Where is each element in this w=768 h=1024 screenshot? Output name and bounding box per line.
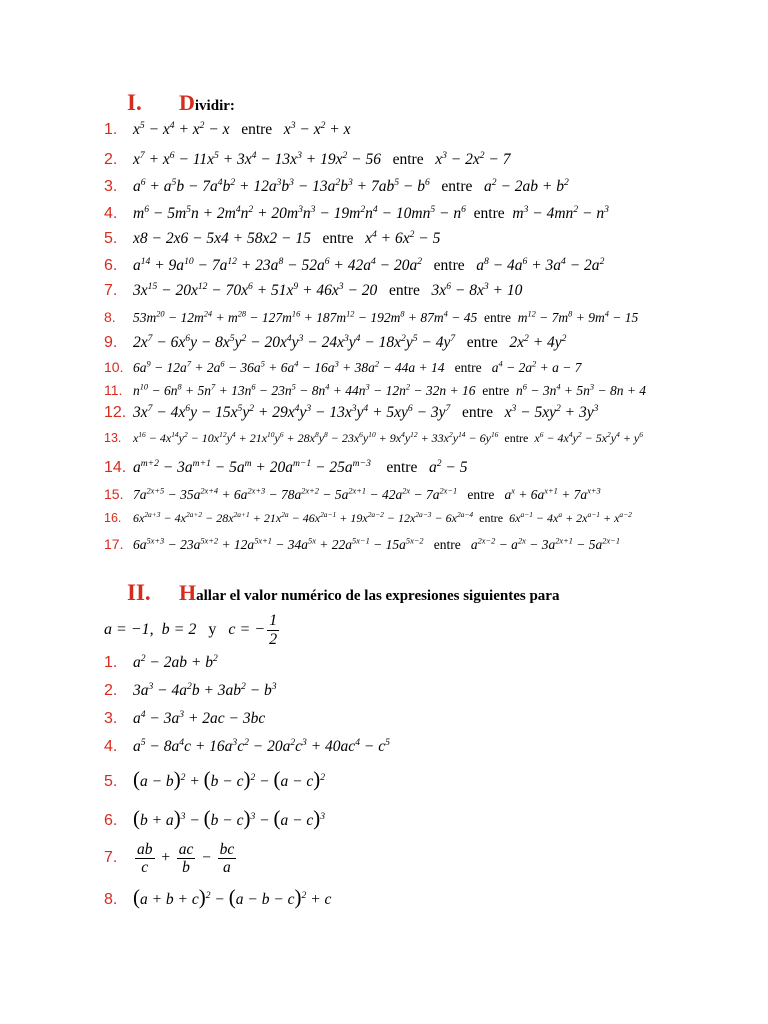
numeric-value-exercise xyxy=(104,769,325,790)
division-exercise xyxy=(104,402,599,421)
exercise-expression: $a^{m+2} - 3a^{m+1} - 5a^m + 20a^{m-1} - 25a^{m-3}$ entre $a^2 - 5$ xyxy=(133,457,468,476)
exercise-number: 1. xyxy=(104,121,118,138)
exercise-number: 10. xyxy=(104,359,124,375)
section-1-heading xyxy=(127,90,235,116)
section-2-roman: II. xyxy=(127,580,151,605)
division-exercise xyxy=(104,310,638,325)
exercise-expression: $\frac{ab}{c}$ + $\frac{ac}{b}$ − $\frac{bc}{a}$ xyxy=(137,841,235,877)
exercise-expression: $n^{10} - 6n^8 + 5n^7 + 13n^6 - 23n^5 - 8n^4 + 44n^3 - 12n^2 - 32n + 16$ entre $n^6 - 3n^4 + 5n^3 - 8n + 4$ xyxy=(133,382,647,398)
numeric-value-exercise xyxy=(104,680,277,699)
exercise-number: 6. xyxy=(104,812,118,829)
division-exercise xyxy=(104,457,468,476)
exercise-expression: $3a^3 - 4a^2b + 3ab^2 - b^3$ xyxy=(133,680,277,699)
division-exercise xyxy=(104,360,582,375)
exercise-expression: $m^6 - 5m^5n + 2m^4n^2 + 20m^3n^3 - 19m^2n^4 - 10mn^5 - n^6$ entre $m^3 - 4mn^2 - n^3$ xyxy=(133,203,609,222)
division-exercise xyxy=(104,203,609,222)
exercise-number: 16. xyxy=(104,511,122,525)
exercise-number: 14. xyxy=(104,459,127,476)
exercise-expression: $a^2 - 2ab + b^2$ xyxy=(133,652,218,671)
exercise-number: 3. xyxy=(104,710,118,727)
exercise-number: 1. xyxy=(104,654,118,671)
exercise-expression: $7a^{2x+5} - 35a^{2x+4} + 6a^{2x+3} - 78a^{2x+2} - 5a^{2x+1} - 42a^{2x} - 7a^{2x-1}$ entre $a^x + 6a^{x+1} + 7a^{x+3}$ xyxy=(133,486,601,502)
numeric-value-exercise xyxy=(104,841,238,876)
numeric-value-exercise xyxy=(104,708,266,727)
exercise-expression: $(a - b)^2 + (b - c)^2 - (a - c)^2$ xyxy=(133,767,326,791)
numeric-value-exercise xyxy=(104,736,390,755)
exercise-expression: $3x^{15} - 20x^{12} - 70x^6 + 51x^9 + 46x^3 - 20$ entre $3x^6 - 8x^3 + 10$ xyxy=(133,280,523,299)
exercise-expression: x8 − 2x6 − 5x4 + 58x2 − 15 entre $x^4 + 6x^2 - 5$ xyxy=(133,228,441,247)
exercise-expression: $(a + b + c)^2 - (a - b - c)^2 + c$ xyxy=(133,885,332,909)
exercise-number: 15. xyxy=(104,486,124,502)
exercise-number: 3. xyxy=(104,178,118,195)
division-exercise xyxy=(104,119,351,138)
exercise-expression: $a^{14} + 9a^{10} - 7a^{12} + 23a^8 - 52a^6 + 42a^4 - 20a^2$ entre $a^8 - 4a^6 + 3a^4 - 2a^2$ xyxy=(133,255,605,274)
division-exercise xyxy=(104,176,569,195)
exercise-expression: $x^5 - x^4 + x^2 - x$ entre $x^3 - x^2 + x$ xyxy=(133,119,351,138)
exercise-expression: $a^4 - 3a^3 + 2ac - 3bc$ xyxy=(133,708,266,727)
division-exercise xyxy=(104,512,632,525)
exercise-number: 5. xyxy=(104,230,118,247)
division-exercise xyxy=(104,537,620,552)
exercise-expression: $6a^9 - 12a^7 + 2a^6 - 36a^5 + 6a^4 - 16a^3 + 38a^2 - 44a + 14$ entre $a^4 - 2a^2 + a - 7$ xyxy=(133,359,582,375)
exercise-expression: $6a^{5x+3} - 23a^{5x+2} + 12a^{5x+1} - 34a^{5x} + 22a^{5x-1} - 15a^{5x-2}$ entre $a^{2x-2} - a^{2x} - 3a^{2x+1} - 5a^{2x-1}$ xyxy=(133,536,621,552)
section-1-roman: I. xyxy=(127,90,142,115)
exercise-number: 8. xyxy=(104,891,118,908)
section-2-title xyxy=(179,580,560,605)
exercise-number: 17. xyxy=(104,536,124,552)
section-1-title xyxy=(179,90,235,115)
numeric-value-exercise xyxy=(104,652,218,671)
exercise-number: 8. xyxy=(104,309,116,325)
exercise-number: 6. xyxy=(104,257,118,274)
exercise-expression: $x^{16} - 4x^{14}y^2 - 10x^{12}y^4 + 21x^{10}y^6 + 28x^8y^8 - 23x^6y^{10} + 9x^4y^{12} + 33x^2y^{14} - 6y^{16}$ entre $x^6 - 4x^4y^2 - 5x^2y^4 + y^6$ xyxy=(133,430,643,445)
exercise-number: 4. xyxy=(104,738,118,755)
exercise-number: 11. xyxy=(104,382,123,398)
exercise-number: 2. xyxy=(104,682,118,699)
exercise-number: 9. xyxy=(104,334,118,351)
division-exercise xyxy=(104,432,643,445)
exercise-expression: $6x^{2a+3} - 4x^{2a+2} - 28x^{2a+1} + 21x^{2a} - 46x^{2a-1} + 19x^{2a-2} - 12x^{2a-3} - 6x^{2a-4}$ entre $6x^{a-1} - 4x^a + 2x^{a-1} + x^{a-2}$ xyxy=(133,510,632,525)
section-2-title-rest: allar el valor numérico de las expresiones siguientes para xyxy=(196,588,560,604)
exercise-number: 2. xyxy=(104,151,118,168)
division-exercise xyxy=(104,228,441,247)
given-values: a = −1, b = 2 y c = − $\frac{1}{2}$ xyxy=(104,612,278,648)
section-1-title-rest: ividir: xyxy=(194,98,235,114)
division-exercise xyxy=(104,383,646,398)
section-2-title-cap: H xyxy=(179,580,197,605)
exercise-number: 4. xyxy=(104,205,118,222)
exercise-expression: $3x^7 - 4x^6y - 15x^5y^2 + 29x^4y^3 - 13x^3y^4 + 5xy^6 - 3y^7$ entre $x^3 - 5xy^2 + 3y^3$ xyxy=(133,402,599,421)
exercise-number: 7. xyxy=(104,282,118,299)
exercise-expression: $(b + a)^3 - (b - c)^3 - (a - c)^3$ xyxy=(133,806,326,830)
section-1-title-cap: D xyxy=(179,90,195,115)
exercise-expression: $a^5 - 8a^4c + 16a^3c^2 - 20a^2c^3 + 40ac^4 - c^5$ xyxy=(133,736,390,755)
section-2-heading xyxy=(127,580,559,606)
exercise-expression: $2x^7 - 6x^6y - 8x^5y^2 - 20x^4y^3 - 24x^3y^4 - 18x^2y^5 - 4y^7$ entre $2x^2 + 4y^2$ xyxy=(133,332,567,351)
division-exercise xyxy=(104,149,511,168)
exercise-expression: $53m^{20} - 12m^{24} + m^{28} - 127m^{16} + 187m^{12} - 192m^8 + 87m^4 - 45$ entre $m^{12} - 7m^8 + 9m^4 - 15$ xyxy=(133,309,639,325)
exercise-number: 7. xyxy=(104,849,118,867)
exercise-expression: $x^7 + x^6 - 11x^5 + 3x^4 - 13x^3 + 19x^2 - 56$ entre $x^3 - 2x^2 - 7$ xyxy=(133,149,511,168)
exercise-number: 5. xyxy=(104,773,118,790)
division-exercise xyxy=(104,280,523,299)
exercise-expression: $a^6 + a^5b - 7a^4b^2 + 12a^3b^3 - 13a^2b^3 + 7ab^5 - b^6$ entre $a^2 - 2ab + b^2$ xyxy=(133,176,569,195)
exercise-number: 13. xyxy=(104,431,122,445)
numeric-value-exercise xyxy=(104,887,331,908)
division-exercise xyxy=(104,332,567,351)
numeric-value-exercise xyxy=(104,808,325,829)
division-exercise xyxy=(104,255,605,274)
division-exercise xyxy=(104,487,601,502)
exercise-number: 12. xyxy=(104,404,127,421)
